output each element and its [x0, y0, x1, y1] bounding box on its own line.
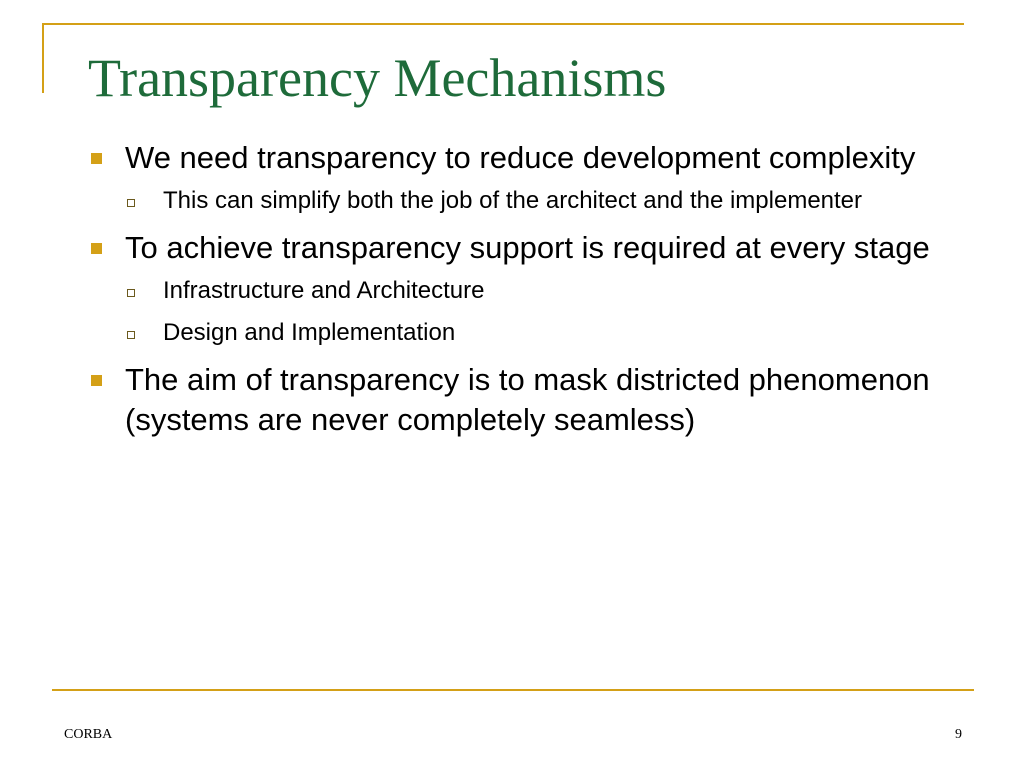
page-number: 9	[955, 727, 962, 742]
sub-bullet-list	[125, 184, 930, 218]
bullet-text: We need transparency to reduce development complexity	[125, 140, 916, 175]
hollow-square-bullet-icon	[127, 199, 135, 207]
hollow-square-bullet-icon	[127, 289, 135, 297]
slide-title: Transparency Mechanisms	[88, 48, 667, 108]
frame-top-line	[42, 23, 964, 25]
square-bullet-icon	[91, 375, 102, 386]
sub-bullet-text: This can simplify both the job of the architect and the implementer	[163, 187, 863, 214]
footer-divider-line	[52, 689, 974, 691]
bullet-item	[90, 138, 930, 218]
sub-bullet-item	[125, 316, 930, 350]
bullet-item	[90, 360, 930, 440]
hollow-square-bullet-icon	[127, 331, 135, 339]
bullet-text: The aim of transparency is to mask districted phenomenon (systems are never completely seamless)	[125, 362, 930, 437]
sub-bullet-list	[125, 274, 930, 350]
sub-bullet-text: Design and Implementation	[163, 319, 456, 346]
sub-bullet-item	[125, 184, 930, 218]
bullet-text: To achieve transparency support is required at every stage	[125, 230, 930, 265]
frame-left-line	[42, 23, 44, 93]
sub-bullet-item	[125, 274, 930, 308]
square-bullet-icon	[91, 153, 102, 164]
bullet-list	[90, 138, 930, 450]
square-bullet-icon	[91, 243, 102, 254]
sub-bullet-text: Infrastructure and Architecture	[163, 277, 485, 304]
footer-label: CORBA	[64, 727, 113, 742]
bullet-item	[90, 228, 930, 350]
